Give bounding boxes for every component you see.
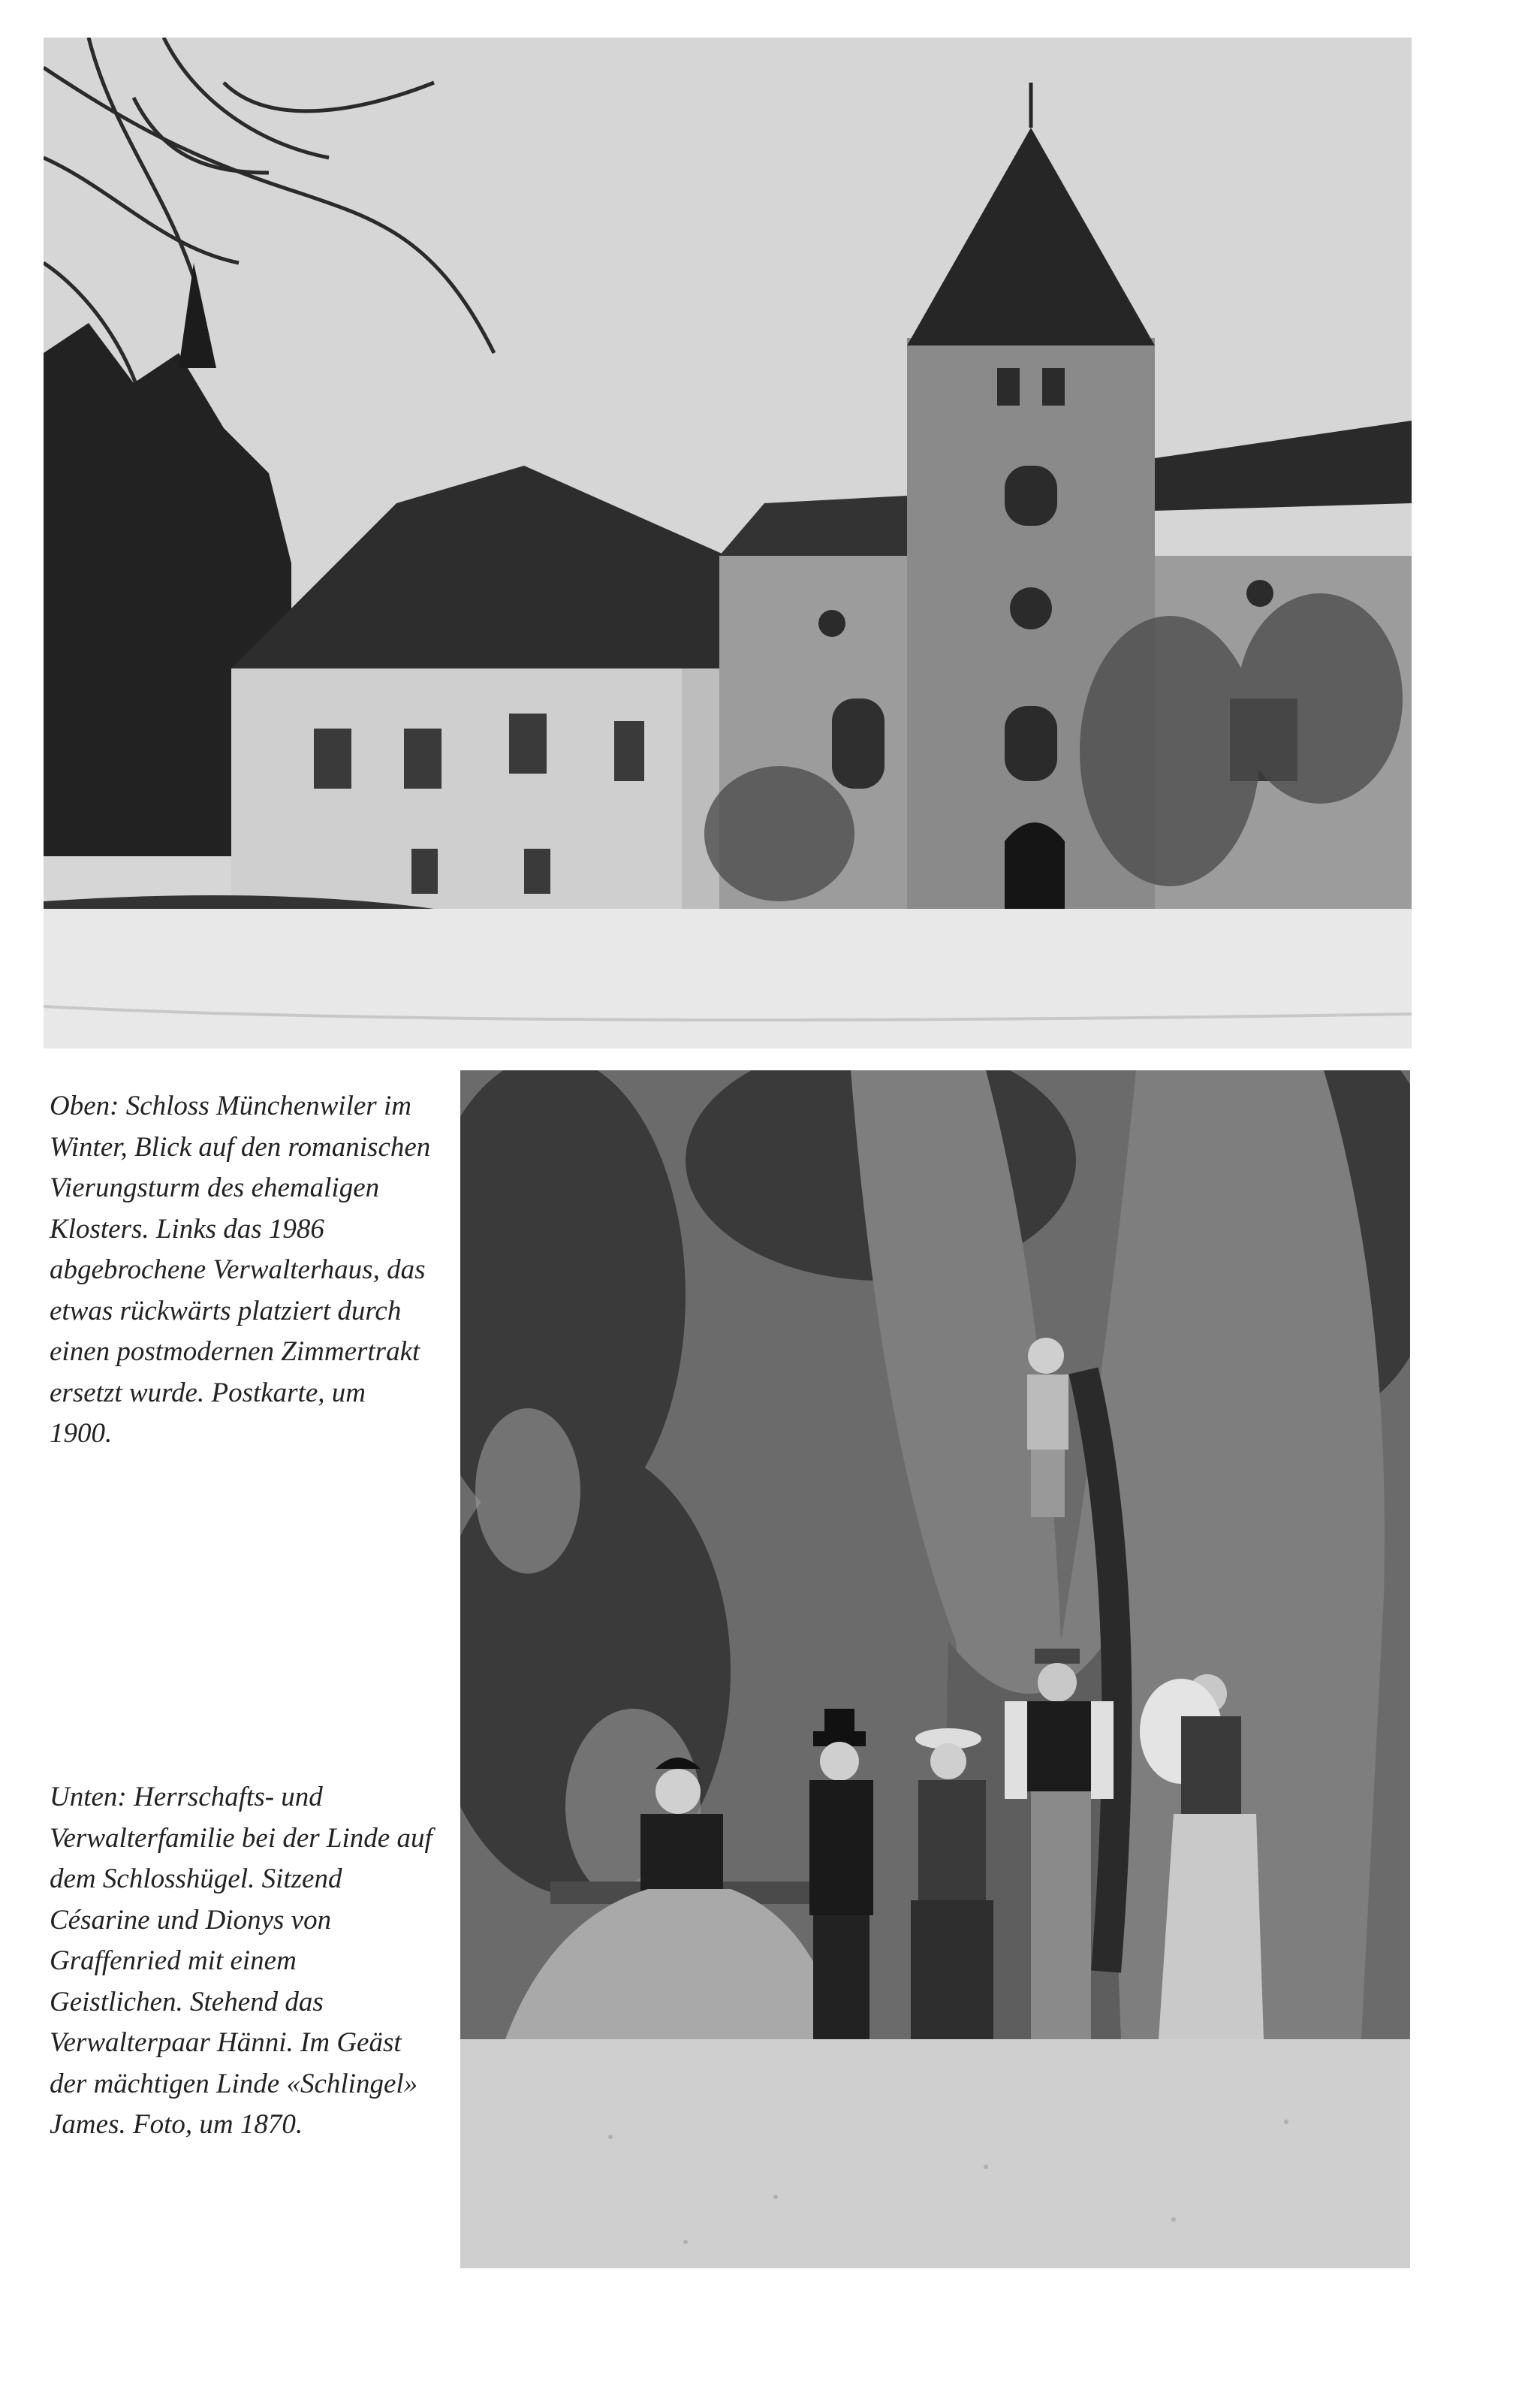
caption-bottom: Unten: Herrschafts- und Verwalterfamilie bei der Linde auf dem Schlosshügel. Sitzend Césarine und Dionys von Graffenried mit einem Geistlichen. Stehend das Verwalterpaar Hänni. Im Geäst der mächtigen Linde «Schlingel» James. Foto, um 1870. [50, 1782, 432, 2140]
ground [460, 2039, 1410, 2268]
linden-tree-illustration [460, 1070, 1410, 2268]
castle-winter-illustration [44, 38, 1412, 1049]
snowy-ground [44, 909, 1412, 1049]
arched-gate [1005, 822, 1065, 909]
linden-tree-photo [460, 1070, 1410, 2268]
castle-winter-photo [44, 38, 1412, 1049]
caption-top: Oben: Schloss Münchenwiler im Winter, Blick auf den romanischen Vierungsturm des ehemaligen Klosters. Links das 1986 abgebrochene Verwalterhaus, das etwas rückwärts platziert durch einen postmodernen Zimmertrakt ersetzt wurde. Postkarte, um 1900. [50, 1091, 431, 1449]
administrator-house [231, 668, 682, 909]
